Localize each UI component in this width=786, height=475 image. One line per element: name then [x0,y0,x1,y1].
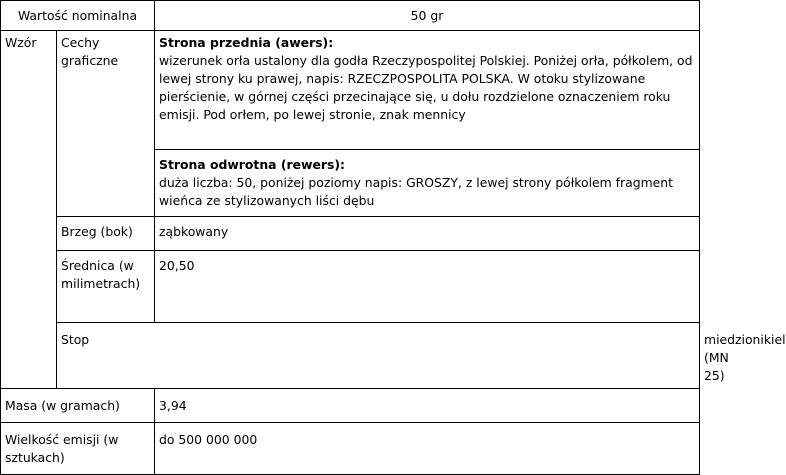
row-diameter [1,251,700,323]
row-features [1,31,700,217]
design-label: Wzór [1,31,57,389]
diameter-value: 20,50 [155,251,700,323]
reverse-block [155,150,699,214]
edge-label: Brzeg (bok) [57,217,155,251]
row-edge [1,217,700,251]
obverse-title: Strona przednia (awers): [159,35,334,50]
reverse-title: Strona odwrotna (rewers): [159,157,345,172]
features-label: Cechy graficzne [57,31,155,217]
obverse-text: wizerunek orła ustalony dla godła Rzeczypospolitej Polskiej. Poniżej orła, półkolem, od lewej strony ku prawej, napis: RZECZPOSPOLITA POLSKA. W otoku stylizowane pierścienie, w górnej części przecinające się, u dołu rozdzielone oznaczeniem roku emisji. Pod orłem, po lewej stronie, znak mennicy [159,53,693,122]
issue-label: Wielkość emisji (w sztukach) [1,423,155,475]
features-cell [155,31,700,217]
edge-value: ząbkowany [155,217,700,251]
mass-value: 3,94 [155,389,700,423]
row-mass [1,389,700,423]
row-alloy: Stop miedzionikiel (MN 25) [1,323,700,389]
reverse-text: duża liczba: 50, poniżej poziomy napis: GROSZY, z lewej strony półkolem fragment wieńca ze stylizowanych liści dębu [159,175,673,208]
nominal-label: Wartość nominalna [1,1,155,31]
row-nominal [1,1,700,31]
issue-value: do 500 000 000 [155,423,700,475]
row-issue [1,423,700,475]
alloy-label: Stop [57,323,700,389]
nominal-value: 50 gr [155,1,700,31]
diameter-label: Średnica (w milimetrach) [57,251,155,323]
obverse-block [155,31,699,150]
mass-label: Masa (w gramach) [1,389,155,423]
